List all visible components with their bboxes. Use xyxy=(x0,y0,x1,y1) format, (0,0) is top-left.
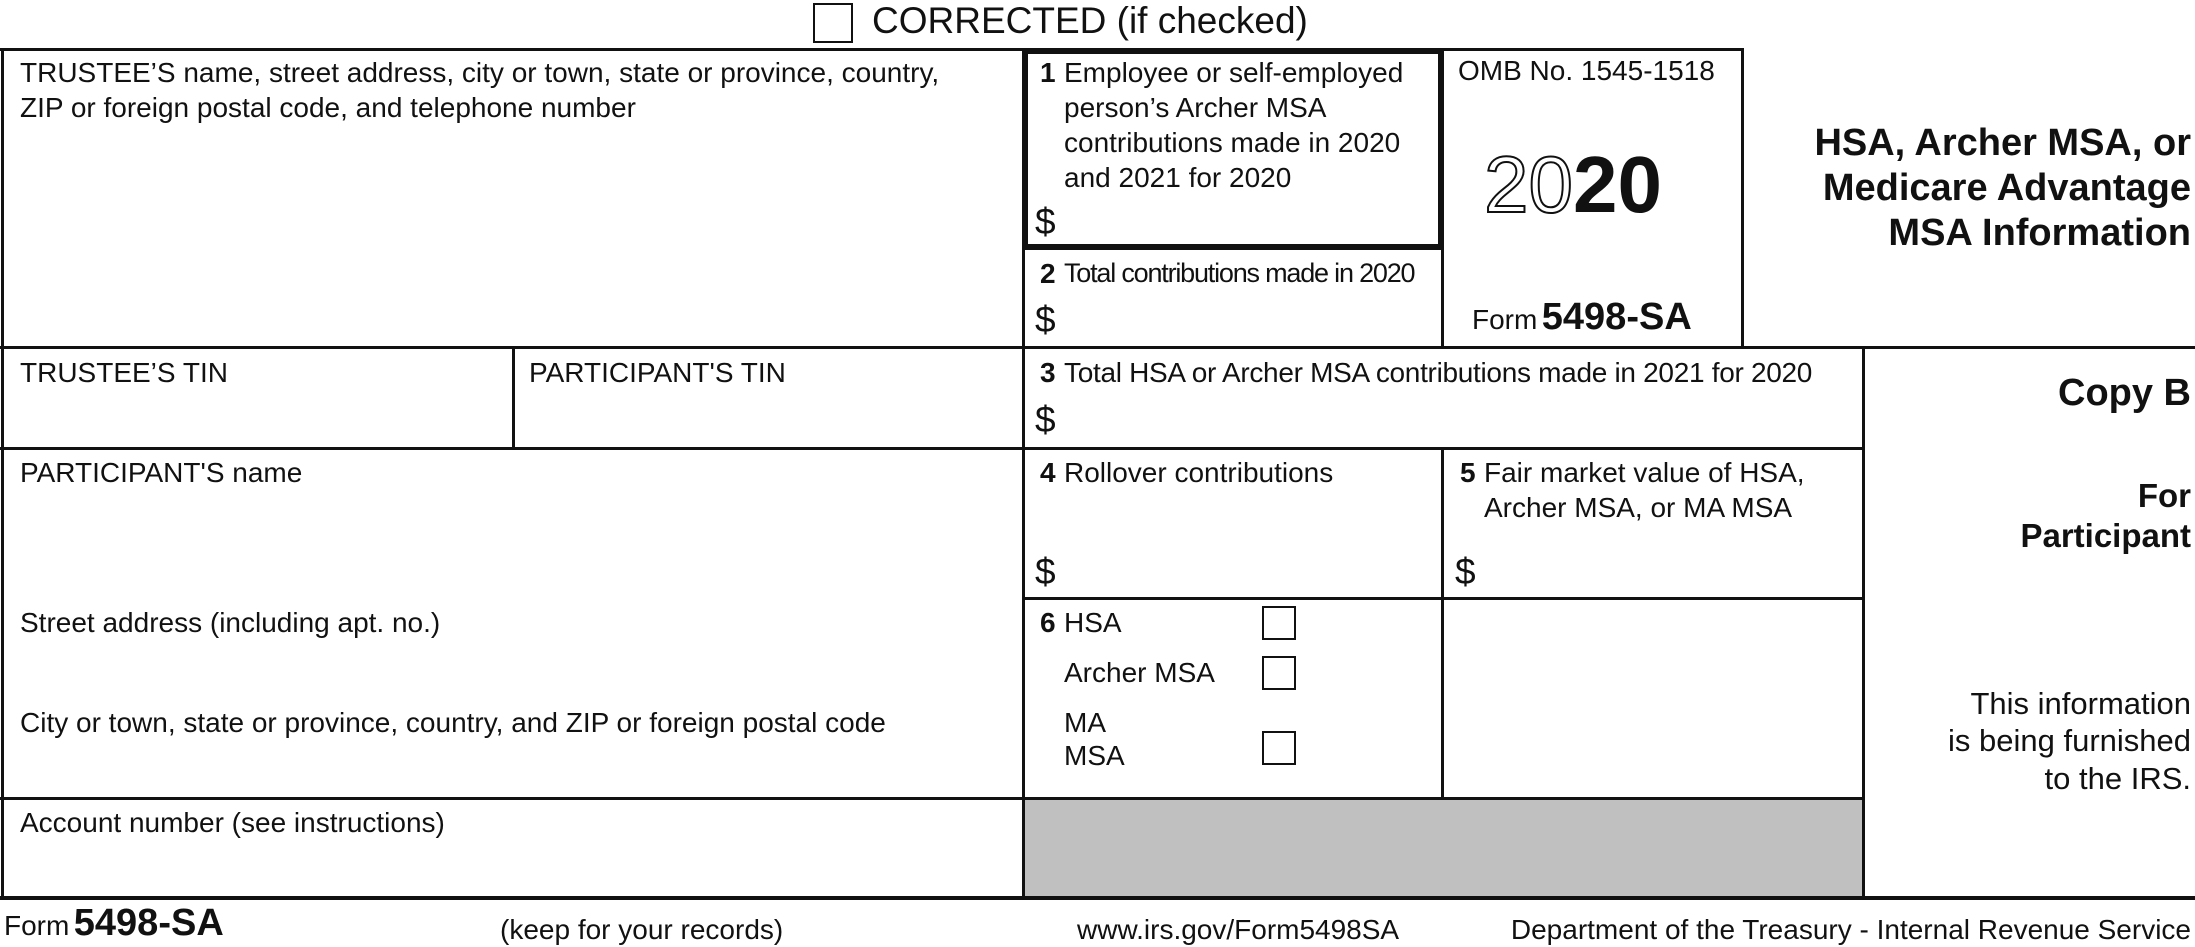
box6-hsa-checkbox[interactable] xyxy=(1262,606,1296,640)
trustee-name-field[interactable] xyxy=(10,130,1015,340)
participant-tin-label: PARTICIPANT'S TIN xyxy=(529,357,786,388)
corrected-checkbox[interactable] xyxy=(813,3,853,43)
rule-col-omb-right xyxy=(1741,48,1744,348)
form-number-top: 5498-SA xyxy=(1541,296,1692,338)
omb-number: OMB No. 1545-1518 xyxy=(1458,55,1715,86)
trustee-name-label: TRUSTEE’S name, street address, city or town, state or province, country, xyxy=(20,57,940,88)
rule-top xyxy=(0,48,1744,51)
rule-col-tin xyxy=(512,346,515,449)
footer-form-number: 5498-SA xyxy=(73,902,224,944)
rule-row-1 xyxy=(0,346,2195,349)
participant-copy-label: Participant xyxy=(2020,517,2191,554)
irs-url: www.irs.gov/Form5498SA xyxy=(1077,914,1400,945)
rule-col-box5 xyxy=(1441,447,1444,799)
box5-amount-field[interactable] xyxy=(1480,545,1855,593)
form-prefix-top: Form xyxy=(1472,304,1538,335)
box3-label: Total HSA or Archer MSA contributions made in 2021 for 2020 xyxy=(1064,357,1813,388)
department-label: Department of the Treasury - Internal Revenue Service xyxy=(1510,914,2191,945)
box2-label: Total contributions made in 2020 xyxy=(1064,258,1415,288)
street-address-field[interactable] xyxy=(10,642,1015,702)
corrected-label: CORRECTED (if checked) xyxy=(872,0,1308,41)
rule-left xyxy=(1,48,4,899)
box1-label-4: and 2021 for 2020 xyxy=(1064,162,1292,193)
participant-tin-field[interactable] xyxy=(520,392,1015,442)
trustee-tin-label: TRUSTEE’S TIN xyxy=(20,357,228,388)
box5-number: 5 xyxy=(1460,457,1476,488)
box1-dollar-sign: $ xyxy=(1035,201,1056,242)
box5-label-2: Archer MSA, or MA MSA xyxy=(1484,492,1793,523)
keep-records-note: (keep for your records) xyxy=(500,914,784,945)
box6-archer-label: Archer MSA xyxy=(1064,657,1215,688)
box5-label-1: Fair market value of HSA, xyxy=(1484,457,1805,488)
box4-label: Rollover contributions xyxy=(1064,457,1334,488)
box2-number: 2 xyxy=(1040,258,1056,289)
box1-label-3: contributions made in 2020 xyxy=(1064,127,1401,158)
city-label: City or town, state or province, country, and ZIP or foreign postal code xyxy=(20,707,886,738)
rule-col-right xyxy=(1862,346,1865,899)
box6-ma-msa-checkbox[interactable] xyxy=(1262,731,1296,765)
form-id-top xyxy=(1472,296,1692,339)
box5-dollar-sign: $ xyxy=(1455,551,1476,592)
account-number-label: Account number (see instructions) xyxy=(20,807,445,838)
box3-number: 3 xyxy=(1040,357,1056,388)
form-title-1: HSA, Archer MSA, or xyxy=(1814,122,2191,164)
box2-dollar-sign: $ xyxy=(1035,299,1056,340)
box1-label-2: person’s Archer MSA xyxy=(1064,92,1327,123)
participant-name-field[interactable] xyxy=(10,492,1015,602)
info-line-1: This information xyxy=(1970,686,2191,721)
box6-ma-label-2: MSA xyxy=(1064,740,1125,771)
tax-year xyxy=(1484,140,1662,230)
box4-number: 4 xyxy=(1040,457,1056,488)
form-title-3: MSA Information xyxy=(1888,212,2191,254)
copy-b-label: Copy B xyxy=(2058,372,2191,414)
account-number-field[interactable] xyxy=(10,842,1015,892)
trustee-name-label-2: ZIP or foreign postal code, and telephone number xyxy=(20,92,636,123)
box1-label-1: Employee or self-employed xyxy=(1064,57,1404,88)
rule-bottom xyxy=(0,896,2195,900)
street-address-label: Street address (including apt. no.) xyxy=(20,607,441,638)
box6-number: 6 xyxy=(1040,607,1056,638)
box4-amount-field[interactable] xyxy=(1060,545,1435,593)
box3-dollar-sign: $ xyxy=(1035,399,1056,440)
box6-archer-checkbox[interactable] xyxy=(1262,656,1296,690)
footer-form-id xyxy=(4,902,224,945)
city-field[interactable] xyxy=(10,742,1015,792)
box6-hsa-label: HSA xyxy=(1064,607,1122,638)
footer-form-prefix: Form xyxy=(4,910,70,941)
info-line-2: is being furnished xyxy=(1948,723,2191,758)
box3-amount-field[interactable] xyxy=(1060,398,1855,442)
for-label: For xyxy=(2137,477,2191,514)
form-title-2: Medicare Advantage xyxy=(1822,167,2191,209)
shaded-area xyxy=(1025,800,1862,896)
info-line-3: to the IRS. xyxy=(2044,761,2191,796)
rule-row-2 xyxy=(0,447,1865,450)
box6-ma-label-1: MA xyxy=(1064,707,1106,738)
tax-year-outline: 20 xyxy=(1484,140,1573,229)
participant-name-label: PARTICIPANT'S name xyxy=(20,457,303,488)
box1-number: 1 xyxy=(1040,57,1056,88)
tax-year-bold: 20 xyxy=(1572,140,1662,229)
trustee-tin-field[interactable] xyxy=(10,392,505,442)
box4-dollar-sign: $ xyxy=(1035,551,1056,592)
box2-amount-field[interactable] xyxy=(1060,298,1430,342)
box1-amount-field[interactable] xyxy=(1060,200,1430,240)
